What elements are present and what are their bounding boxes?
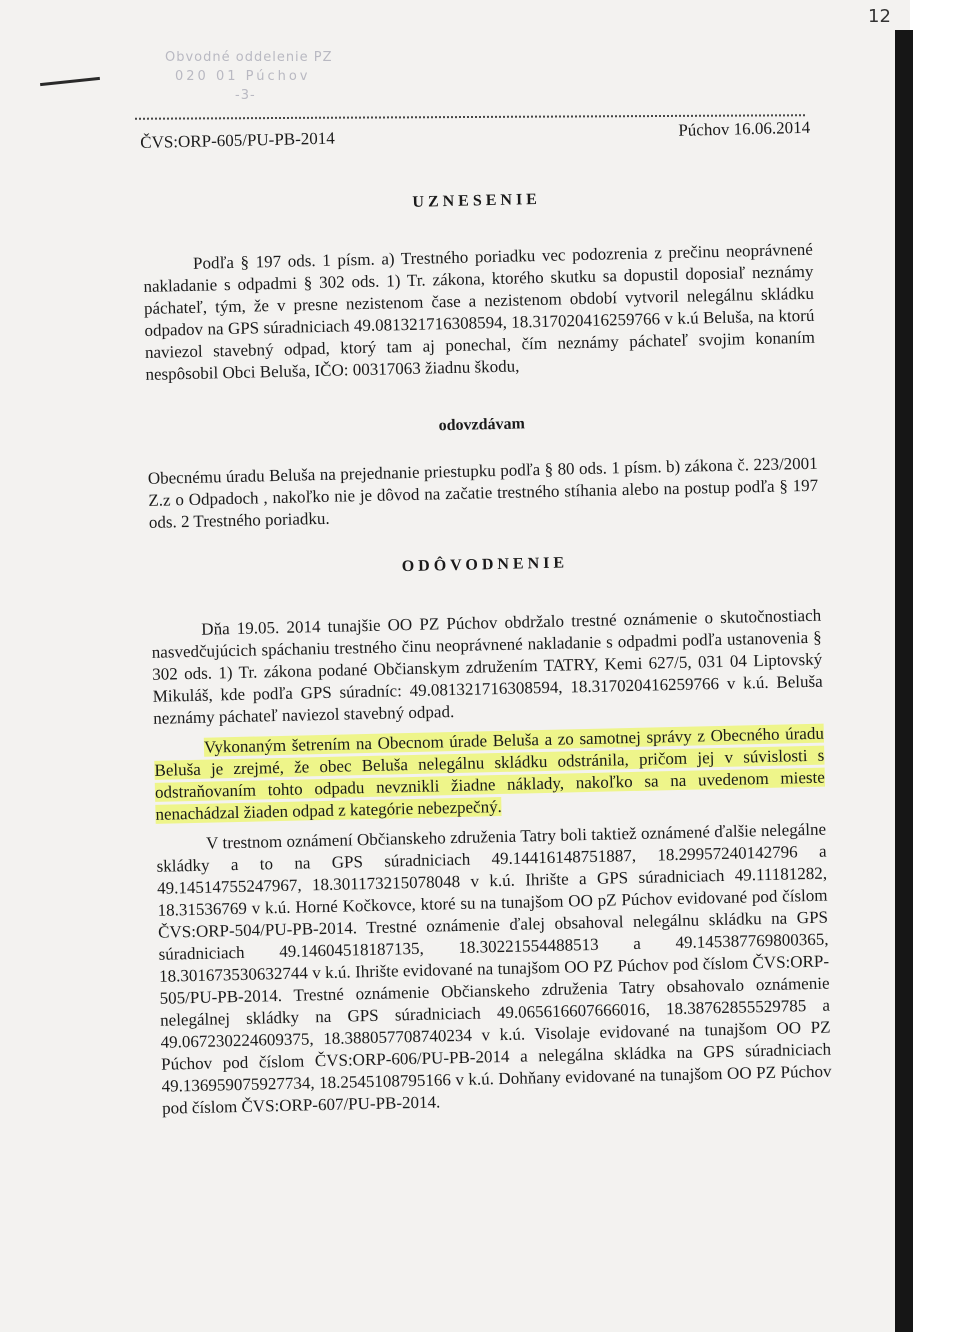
decision-word: odovzdávam <box>438 415 526 435</box>
handwritten-page-number: 12 <box>868 6 891 27</box>
document-title: UZNESENIE <box>412 190 542 211</box>
reasoning-paragraph-3: V trestnom oznámení Občianskeho združenia Tatry boli taktiež oznámené ďalšie nelegálne skládky a to na GPS súradniciach 49.14416148751887, 18.29957240142796 a 49.14514755247967, 18.301173215078048 v k.ú. Ihrište a GPS súradniciach 49.11181282, 18.31536769 v k.ú. Horné Kočkovce, ktoré su na tunajšom OO pZ Púchov evidované pod číslom ČVS:ORP-504/PU-PB-2014. Trestné oznámenie ďalej obsahoval nelegálnu skládku na GPS súradniciach 49.14604518187135, 18.30221554488513 a 49.145387769800365, 18.301673530632744 v k.ú. Ihrište evidované na tunajšom OO PZ Púchov pod číslom ČVS:ORP-505/PU-PB-2014. Trestné oznámenie Občianskeho združenia Tatry obsahovalo oznámenie nelegálnej skládky na GPS súradniciach 49.065616607666016, 18.38762855529785 a 49.067230224609375, 18.388057708740234 v k.ú. Visolaje evidované na tunajšom OO PZ Púchov pod číslom ČVS:ORP-606/PU-PB-2014 a nelegálna skládka na GPS súradniciach 49.136959075927734, 18.2545108795166 v k.ú. Dohňany evidované na tunajšom OO PZ Púchov pod číslom ČVS:ORP-607/PU-PB-2014. <box>156 819 832 1118</box>
stamp-line-1: Obvodné oddelenie PZ <box>165 50 333 65</box>
highlighted-text: Vykonaným šetrením na Obecnom úrade Beluša a zo samotnej správy z Obecného úradu Beluša je zrejmé, že obec Beluša nelegálnu skládku odstránila, pričom jej v súvislosti s odstraňovaním tohto odpadu nevznikli žiadne náklady, nakoľko sa na uvedenom mieste nenachádzal žiaden odpad z kategórie nebezpečný. <box>154 723 826 824</box>
faded-stamp <box>165 48 333 105</box>
stamp-line-3: -3- <box>235 88 256 103</box>
stamp-line-2: 020 01 Púchov <box>175 69 311 84</box>
scan-shadow-edge <box>895 30 913 1332</box>
reasoning-paragraph-1: Dňa 19.05. 2014 tunajšie OO PZ Púchov obdržalo trestné oznámenie o skutočnostiach nasvedčujúcich spáchaniu trestného činu neoprávnené nakladanie s odpadmi podľa ustanovenia § 302 ods. 1) Tr. zákona podané Občianskym združením TATRY, Kemi 627/5, 031 04 Liptovský Mikuláš, kde podľa GPS súradníc: 49.081321716308594, 18.317020416259766 v k.ú. Beluša neznámy páchateľ naviezol stavebný odpad. <box>151 605 823 728</box>
scan-right-margin <box>913 0 970 1332</box>
highlighted-paragraph <box>154 723 826 826</box>
resolution-paragraph: Podľa § 197 ods. 1 písm. a) Trestného poriadku vec podozrenia z prečinu neoprávnené nakladanie s odpadmi § 302 ods. 1) Tr. zákona, ktorého skutku sa dopustil doposiaľ neznámy páchateľ, tým, že v presne nezistenom čase a nezistenom období vytvoril nelegálnu skládku odpadov na GPS súradniciach 49.081321716308594, 18.317020416259766 v k.ú Beluša, na ktorú naviezol stavebný odpad, ktorý tam aj ponechal, čím neznámy páchateľ svojim konaním nespôsobil Obci Beluša, IČO: 00317063 žiadnu škodu, <box>143 239 816 384</box>
place-and-date: Púchov 16.06.2014 <box>678 117 811 140</box>
reasoning-title: ODÔVODNENIE <box>401 554 569 576</box>
handover-paragraph: Obecnému úradu Beluša na prejednanie priestupku podľa § 80 ods. 1 písm. b) zákona č. 223/2001 Z.z o Odpadoch , nakoľko nie je dôvod na začatie trestného stíhania alebo na postup podľa § 197 ods. 2 Trestného poriadku. <box>147 453 819 532</box>
document-body <box>140 117 832 1120</box>
reference-number: ČVS:ORP-605/PU-PB-2014 <box>140 128 336 152</box>
